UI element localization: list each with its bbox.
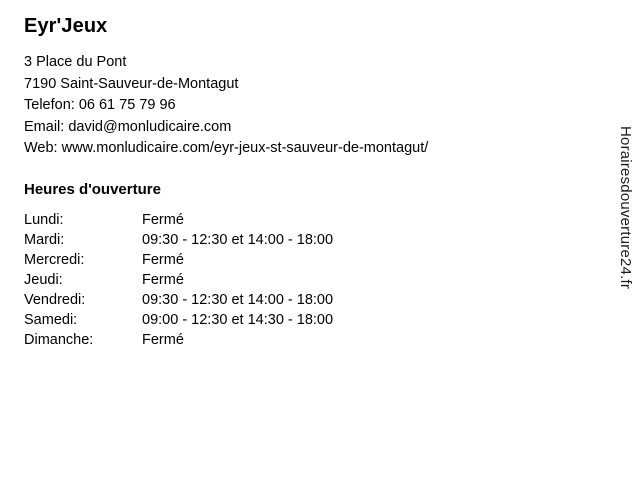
email-address: Email: david@monludicaire.com <box>24 118 232 135</box>
table-row <box>24 270 333 290</box>
day-label: Jeudi: <box>24 271 63 288</box>
day-hours: 09:30 - 12:30 et 14:00 - 18:00 <box>142 231 334 248</box>
day-hours: Fermé <box>142 211 184 228</box>
street-address: 3 Place du Pont <box>24 54 127 70</box>
day-label: Vendredi: <box>24 291 86 308</box>
city-address: 7190 Saint-Sauveur-de-Montagut <box>24 75 239 92</box>
opening-hours-heading: Heures d'ouverture <box>24 180 161 198</box>
website-url: Web: www.monludicaire.com/eyr-jeux-st-sauveur-de-montagut/ <box>24 140 429 156</box>
day-label: Samedi: <box>24 311 78 328</box>
table-row <box>24 210 333 230</box>
opening-hours-table <box>24 210 333 350</box>
day-label: Lundi: <box>24 211 64 228</box>
day-hours: 09:00 - 12:30 et 14:30 - 18:00 <box>142 311 334 328</box>
table-row <box>24 330 333 350</box>
table-row <box>24 290 333 310</box>
page-title: Eyr'Jeux <box>24 15 108 37</box>
table-row <box>24 250 333 270</box>
contact-block <box>24 52 594 160</box>
day-hours: Fermé <box>142 251 184 268</box>
table-row <box>24 310 333 330</box>
day-hours: Fermé <box>142 271 184 288</box>
day-label: Mercredi: <box>24 251 85 268</box>
business-info-card <box>24 14 594 350</box>
day-label: Mardi: <box>24 231 65 248</box>
day-label: Dimanche: <box>24 331 94 348</box>
day-hours: 09:30 - 12:30 et 14:00 - 18:00 <box>142 291 334 308</box>
day-hours: Fermé <box>142 331 184 348</box>
phone-number: Telefon: 06 61 75 79 96 <box>24 97 176 113</box>
site-watermark: Horairesdouverture24.fr <box>617 126 634 290</box>
table-row <box>24 230 333 250</box>
